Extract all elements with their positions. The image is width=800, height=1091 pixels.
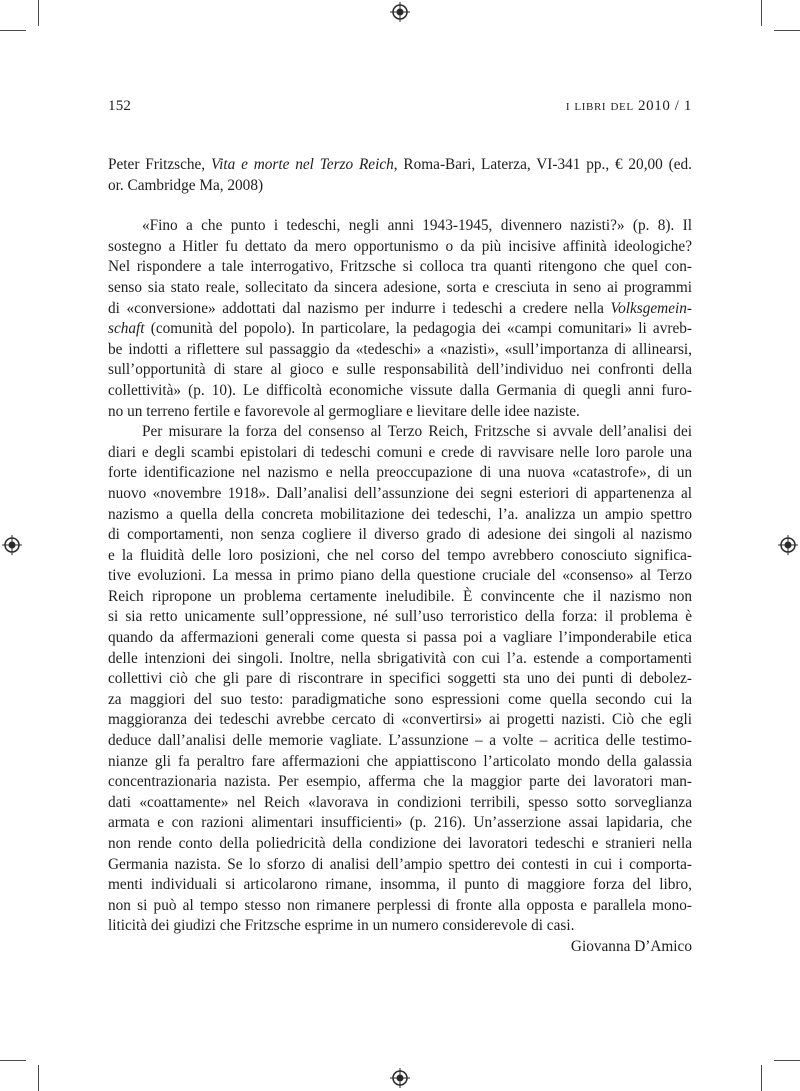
text-line: sull’opportunità di stare al gioco e sulle responsabilità dell’individuo nei confronti della xyxy=(108,361,692,379)
text-line: quando da affermazioni generali come questa si passa poi a vagliare l’imponderabile etica xyxy=(108,629,692,647)
text-line: deduce dall’analisi delle memorie vagliate. L’assunzione – a volte – acritica delle testimo- xyxy=(108,732,692,750)
crop-mark-top-left xyxy=(38,0,39,26)
crop-mark-left-bottom xyxy=(0,1060,26,1061)
text-line: za maggiori del suo testo: paradigmatiche sono espressioni come quella secondo cui la xyxy=(108,690,692,708)
text-line: tive evoluzioni. La messa in primo piano della questione cruciale del «consenso» al Terzo xyxy=(108,567,692,585)
text-line: concentrazionaria nazista. Per esempio, afferma che la maggior parte dei lavoratori man- xyxy=(108,773,692,791)
page-number: 152 xyxy=(108,98,132,114)
text-line: «Fino a che punto i tedeschi, negli anni 1943-1945, divennero nazisti?» (p. 8). Il xyxy=(142,217,692,235)
crop-mark-bottom-right xyxy=(761,1065,762,1091)
text-line: si sia retto unicamente sull’oppressione, né sull’uso terroristico della forza: il problema è xyxy=(108,608,692,626)
text-line: no un terreno fertile e favorevole al germogliare e lievitare delle idee naziste. xyxy=(108,402,580,420)
review-body xyxy=(108,155,692,958)
text-line: sostegno a Hitler fu dettato da mero opportunismo o da più incisive affinità ideologiche? xyxy=(108,237,692,255)
text-line: non si può al tempo stesso non rimanere perplessi di fronte alla opposta e parallela mono- xyxy=(108,896,692,914)
author-signature: Giovanna D’Amico xyxy=(570,937,692,955)
bibliographic-entry xyxy=(108,155,692,196)
bib-line: or. Cambridge Ma, 2008) xyxy=(108,176,264,194)
crop-mark-right-top xyxy=(774,30,800,31)
text-line: collettivi ciò che gli pare di riscontrare in specifici soggetti sta uno dei punti di debolez- xyxy=(108,670,692,688)
text-line: Nel rispondere a tale interrogativo, Fritzsche si colloca tra quanti ritengono che quel con- xyxy=(108,258,692,276)
book-title: Vita e morte nel Terzo Reich xyxy=(210,156,394,173)
paragraph-1 xyxy=(108,216,692,422)
text-line: armata e con razioni alimentari insufficienti» (p. 216). Un’asserzione assai lapidaria, che xyxy=(108,814,692,832)
text-line: maggioranza dei tedeschi avrebbe cercato di «convertirsi» ai progetti nazisti. Ciò che egli xyxy=(108,711,692,729)
text-line: Reich ripropone un problema certamente ineludibile. È convincente che il nazismo non xyxy=(108,587,692,605)
text-line: Per misurare la forza del consenso al Terzo Reich, Fritzsche si avvale dell’analisi dei xyxy=(142,423,692,441)
registration-mark-icon xyxy=(2,535,22,555)
text-line: menti individuali si articolarono rimane, insomma, il punto di maggiore forza del libro, xyxy=(108,876,692,894)
text-line: e la fluidità delle loro posizioni, che nel corso del tempo avrebbero conosciuto significa- xyxy=(108,546,692,564)
running-title: i libri del 2010 / 1 xyxy=(565,98,692,114)
crop-mark-right-bottom xyxy=(774,1060,800,1061)
text-line: collettività» (p. 10). Le difficoltà economiche vissute dalla Germania di quegli anni furo- xyxy=(108,381,692,399)
italic-term: schaft xyxy=(108,320,145,338)
text-line: nazismo a quella della concreta mobilitazione dei tedeschi, l’a. analizza un ampio spettro xyxy=(108,505,692,523)
registration-mark-icon xyxy=(390,1068,410,1088)
text-line: be indotti a riflettere sul passaggio da «tedeschi» a «nazisti», «sull’importanza di allinearsi, xyxy=(108,340,692,358)
text-line: liticità dei giudizi che Fritzsche esprime in un numero considerevole di casi. xyxy=(108,917,575,935)
text-line: non rende conto della poliedricità della condizione dei lavoratori tedeschi e stranieri nella xyxy=(108,835,692,852)
bib-line: Peter Fritzsche, Vita e morte nel Terzo Reich, Roma-Bari, Laterza, VI-341 pp., € 20,00 (ed. xyxy=(108,156,692,173)
crop-mark-left-top xyxy=(0,30,26,31)
text-line: di comportamenti, non senza cogliere il diverso grado di adesione dei singoli al nazismo xyxy=(108,526,692,544)
crop-mark-top-right xyxy=(761,0,762,26)
text-line: di «conversione» addottati dal nazismo per indurre i tedeschi a credere nella Volksgemein- xyxy=(108,299,692,317)
text-line: senso sia stato reale, sollecitato da sincera adesione, sorta e cresciuta in seno ai programmi xyxy=(108,278,692,296)
registration-mark-icon xyxy=(778,535,798,555)
text-line: nuovo «novembre 1918». Dall’analisi dell’assunzione dei segni esteriori di appartenenza al xyxy=(108,484,692,502)
text-line: nianze gli fa peraltro fare affermazioni che appiattiscono l’articolato mondo della galassia xyxy=(108,752,692,770)
paragraph-2 xyxy=(108,422,692,937)
registration-mark-icon xyxy=(390,2,410,22)
text-line: schaft (comunità del popolo). In particolare, la pedagogia dei «campi comunitari» li avreb- xyxy=(108,320,692,338)
text-line: Germania nazista. Se lo sforzo di analisi dell’ampio spettro dei contesti in cui i comporta- xyxy=(108,855,692,873)
italic-term: Volksgemein- xyxy=(610,299,692,317)
crop-mark-bottom-left xyxy=(38,1065,39,1091)
text-line: delle intenzioni dei singoli. Inoltre, nella sbrigatività con cui l’a. estende a comportamenti xyxy=(108,649,692,667)
text-line: diari e degli scambi epistolari di tedeschi comuni e crede di ravvisare nelle loro parole una xyxy=(108,443,692,461)
text-line: dati «coattamente» nel Reich «lavorava in condizioni terribili, spesso sotto sorveglianza xyxy=(108,793,692,811)
text-line: forte identificazione nel nazismo e nella preoccupazione di una nuova «catastrofe», di un xyxy=(108,464,692,482)
